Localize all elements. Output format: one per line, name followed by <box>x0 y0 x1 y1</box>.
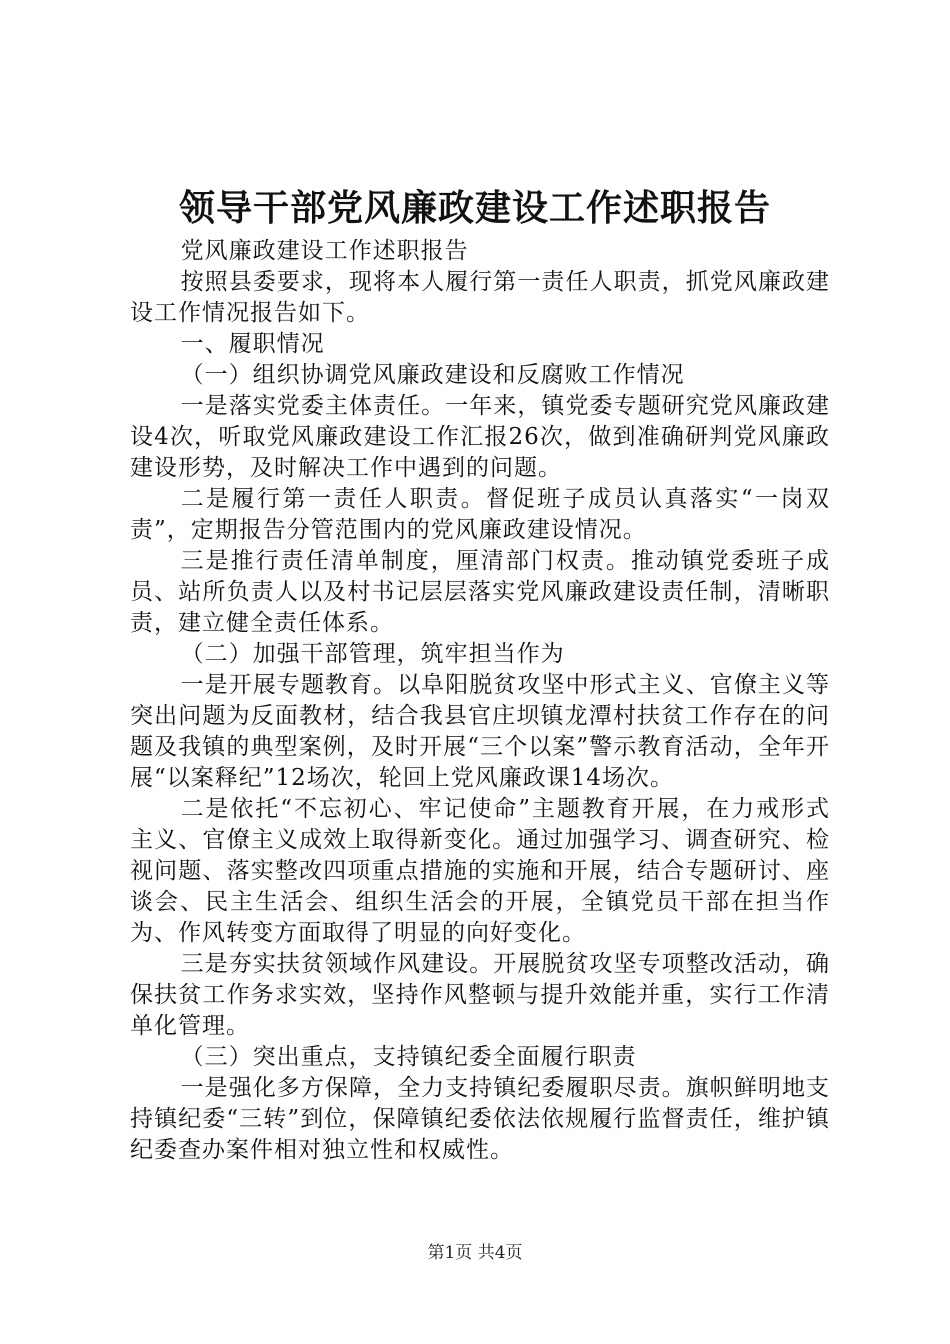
paragraph: 一是落实党委主体责任。一年来，镇党委专题研究党风廉政建设4次，听取党风廉政建设工作汇报26次，做到准确研判党风廉政建设形势，及时解决工作中遇到的问题。 <box>130 393 830 481</box>
document-title: 领导干部党风廉政建设工作述职报告 <box>178 187 771 229</box>
paragraph: 二是依托“不忘初心、牢记使命”主题教育开展，在力戒形式主义、官僚主义成效上取得新变化。通过加强学习、调查研究、检视问题、落实整改四项重点措施的实施和开展，结合专题研讨、座谈会、民主生活会、组织生活会的开展，全镇党员干部在担当作为、作风转变方面取得了明显的向好变化。 <box>130 796 830 946</box>
subsection-heading-3: （三）突出重点，支持镇纪委全面履行职责 <box>180 1044 637 1070</box>
paragraph: 一是强化多方保障，全力支持镇纪委履职尽责。旗帜鲜明地支持镇纪委“三转”到位，保障镇纪委依法依规履行监督责任，维护镇纪委查办案件相对独立性和权威性。 <box>130 1075 830 1163</box>
paragraph-subtitle: 党风廉政建设工作述职报告 <box>180 238 469 264</box>
paragraph: 一是开展专题教育。以阜阳脱贫攻坚中形式主义、官僚主义等突出问题为反面教材，结合我县官庄坝镇龙潭村扶贫工作存在的问题及我镇的典型案例，及时开展“三个以案”警示教育活动，全年开展“以案释纪”12场次，轮回上党风廉政课14场次。 <box>130 672 830 791</box>
page-number-footer: 第1页 共4页 <box>427 1243 523 1263</box>
paragraph: 三是推行责任清单制度，厘清部门权责。推动镇党委班子成员、站所负责人以及村书记层层落实党风廉政建设责任制，清晰职责，建立健全责任体系。 <box>130 548 830 636</box>
document-body <box>130 236 830 1166</box>
subsection-heading-2: （二）加强干部管理，筑牢担当作为 <box>180 641 565 667</box>
subsection-heading-1: （一）组织协调党风廉政建设和反腐败工作情况 <box>180 362 685 388</box>
paragraph: 二是履行第一责任人职责。督促班子成员认真落实“一岗双责”，定期报告分管范围内的党风廉政建设情况。 <box>130 486 830 543</box>
paragraph: 三是夯实扶贫领域作风建设。开展脱贫攻坚专项整改活动，确保扶贫工作务求实效，坚持作风整顿与提升效能并重，实行工作清单化管理。 <box>130 951 830 1039</box>
paragraph-intro: 按照县委要求，现将本人履行第一责任人职责，抓党风廉政建设工作情况报告如下。 <box>130 269 830 326</box>
section-heading-1: 一、履职情况 <box>180 331 325 357</box>
